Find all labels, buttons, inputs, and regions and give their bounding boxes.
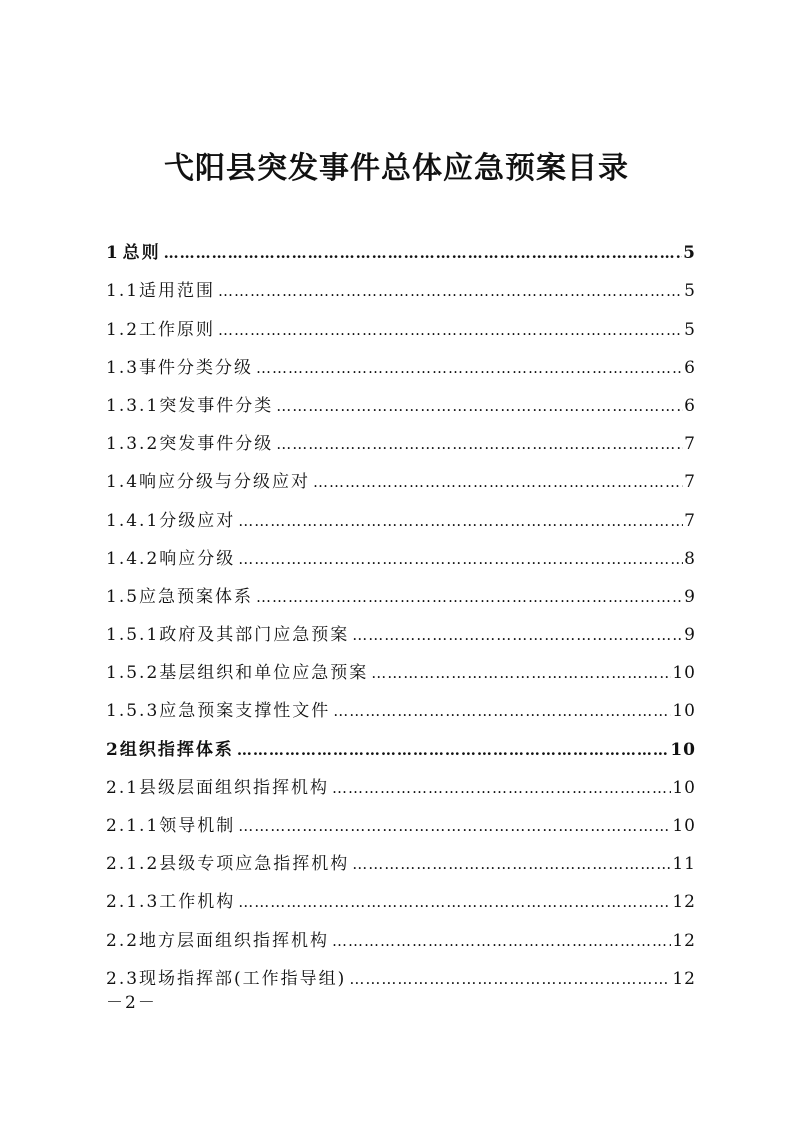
toc-entry[interactable] [106, 570, 696, 608]
toc-entry-label: 工作原则 [139, 319, 216, 340]
toc-entry[interactable] [106, 913, 696, 951]
toc-leader-dots [313, 471, 683, 493]
toc-entry-number: 1.5.2 [106, 663, 160, 684]
toc-entry-label: 突发事件分级 [159, 434, 274, 455]
toc-leader-dots [164, 242, 682, 264]
toc-leader-dots [276, 395, 683, 417]
toc-entry[interactable] [106, 455, 696, 493]
toc-entry-label: 县级专项应急指挥机构 [159, 854, 350, 875]
toc-entry-page: 5 [684, 281, 696, 302]
toc-entry-page: 12 [672, 968, 696, 989]
toc-entry[interactable] [106, 302, 696, 340]
toc-entry-page: 6 [684, 357, 696, 378]
toc-entry-number: 1.4 [106, 472, 140, 493]
toc-entry-label: 适用范围 [139, 281, 216, 302]
toc-entry[interactable] [106, 608, 696, 646]
toc-entry-number: 1.1 [106, 281, 140, 302]
toc-leader-dots [238, 891, 671, 913]
toc-entry-number: 1.4.1 [106, 510, 160, 531]
toc-entry-number: 1.3 [106, 357, 140, 378]
toc-entry-label: 总则 [122, 243, 161, 264]
toc-entry-number: 2.1.2 [106, 854, 160, 875]
toc-entry-number: 1 [106, 243, 118, 264]
toc-entry-page: 7 [684, 510, 696, 531]
toc-entry-label: 应急预案支撑性文件 [159, 701, 331, 722]
toc-entry-number: 1.3.1 [106, 395, 160, 416]
toc-entry-page: 8 [684, 548, 696, 569]
toc-entry[interactable] [106, 341, 696, 379]
toc-entry-label: 基层组织和单位应急预案 [159, 663, 369, 684]
toc-entry-page: 5 [684, 319, 696, 340]
page-title: 弋阳县突发事件总体应急预案目录 [164, 151, 629, 186]
toc-entry-number: 2.1 [106, 777, 140, 798]
toc-entry[interactable] [106, 379, 696, 417]
toc-entry-page: 10 [672, 777, 696, 798]
toc-entry-page: 10 [672, 701, 696, 722]
toc-entry[interactable] [106, 532, 696, 570]
toc-entry[interactable] [106, 264, 696, 302]
toc-leader-dots [349, 968, 671, 990]
toc-leader-dots [332, 930, 671, 952]
toc-entry-number: 1.5.3 [106, 701, 160, 722]
toc-entry-label: 响应分级与分级应对 [139, 472, 311, 493]
toc-leader-dots [256, 357, 683, 379]
toc-entry-number: 1.3.2 [106, 434, 160, 455]
toc-entry-number: 2.1.1 [106, 816, 160, 836]
toc-leader-dots [333, 700, 671, 722]
table-of-contents [106, 226, 696, 990]
page-number: －2－ [106, 993, 157, 1013]
toc-entry[interactable] [106, 799, 696, 837]
toc-entry-number: 2.2 [106, 930, 140, 951]
toc-entry-page: 10 [672, 663, 696, 684]
toc-entry-label: 响应分级 [159, 548, 236, 569]
toc-leader-dots [371, 662, 671, 684]
toc-leader-dots [256, 586, 683, 608]
toc-leader-dots [352, 624, 683, 646]
toc-entry-page: 12 [672, 892, 696, 913]
toc-entry-number: 1.2 [106, 319, 140, 340]
toc-entry-label: 现场指挥部(工作指导组) [139, 968, 347, 989]
toc-entry-page: 10 [672, 816, 696, 836]
toc-entry[interactable] [106, 722, 696, 760]
toc-entry-page: 7 [684, 434, 696, 455]
toc-entry[interactable] [106, 952, 696, 990]
toc-entry-page: 11 [672, 854, 696, 875]
toc-entry-number: 2 [106, 739, 118, 760]
toc-entry-label: 事件分类分级 [139, 357, 254, 378]
toc-entry-label: 领导机制 [159, 816, 236, 836]
toc-entry-page: 7 [684, 472, 696, 493]
toc-entry-label: 分级应对 [159, 510, 236, 531]
toc-entry-number: 1.5.1 [106, 625, 160, 646]
toc-entry-number: 2.3 [106, 968, 140, 989]
toc-entry-number: 1.4.2 [106, 548, 160, 569]
toc-entry-label: 工作机构 [159, 892, 236, 913]
toc-entry[interactable] [106, 226, 696, 264]
toc-entry[interactable] [106, 875, 696, 913]
toc-entry-label: 组织指挥体系 [119, 739, 234, 760]
toc-entry[interactable] [106, 646, 696, 684]
toc-entry-page: 6 [684, 395, 696, 416]
toc-leader-dots [238, 815, 671, 837]
toc-entry[interactable] [106, 837, 696, 875]
toc-entry[interactable] [106, 493, 696, 531]
toc-entry-label: 应急预案体系 [139, 586, 254, 607]
toc-entry[interactable] [106, 761, 696, 799]
toc-leader-dots [276, 433, 683, 455]
toc-entry-number: 1.5 [106, 586, 140, 607]
toc-leader-dots [238, 510, 683, 532]
toc-leader-dots [218, 319, 683, 341]
toc-entry-number: 2.1.3 [106, 892, 160, 913]
toc-entry-label: 地方层面组织指挥机构 [139, 930, 330, 951]
toc-entry-page: 9 [684, 586, 696, 607]
toc-leader-dots [332, 777, 671, 799]
toc-entry[interactable] [106, 684, 696, 722]
toc-leader-dots [218, 280, 683, 302]
toc-entry-page: 10 [670, 739, 696, 760]
toc-entry-label: 县级层面组织指挥机构 [139, 777, 330, 798]
toc-entry-label: 突发事件分类 [159, 395, 274, 416]
toc-leader-dots [352, 853, 671, 875]
toc-entry-page: 12 [672, 930, 696, 951]
toc-leader-dots [238, 548, 683, 570]
toc-entry-page: 9 [684, 625, 696, 646]
toc-entry-label: 政府及其部门应急预案 [159, 625, 350, 646]
toc-leader-dots [237, 739, 669, 761]
toc-entry-page: 5 [683, 243, 696, 264]
toc-entry[interactable] [106, 417, 696, 455]
